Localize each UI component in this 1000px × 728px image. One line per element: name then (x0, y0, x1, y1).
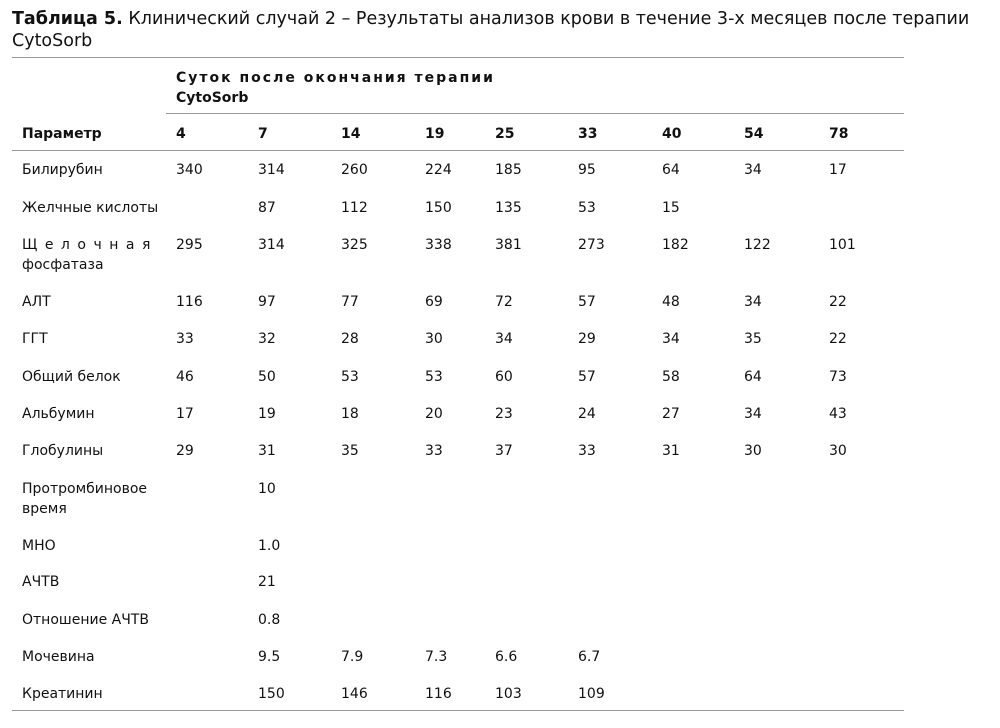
table-cell: 273 (578, 237, 605, 253)
table-cell: 60 (495, 369, 513, 385)
table-top-rule (12, 57, 904, 58)
table-cell: 34 (744, 406, 762, 422)
table-cell: 109 (578, 686, 605, 702)
table-cell: 27 (662, 406, 680, 422)
day-header: 25 (495, 126, 515, 142)
group-header-line1: Суток после окончания терапии (176, 70, 495, 86)
table-cell: 28 (341, 331, 359, 347)
table-cell: 22 (829, 294, 847, 310)
table-cell: 33 (425, 443, 443, 459)
table-cell: 112 (341, 200, 368, 216)
table-cell: 21 (258, 574, 276, 590)
table-cell: 314 (258, 162, 285, 178)
table-cell: 57 (578, 369, 596, 385)
table-cell: 135 (495, 200, 522, 216)
table-cell: 7.9 (341, 649, 364, 665)
row-label-line1: Щелочная (22, 237, 158, 253)
table-cell: 150 (258, 686, 285, 702)
table-cell: 146 (341, 686, 368, 702)
row-label: Общий белок (22, 369, 121, 385)
table-cell: 30 (744, 443, 762, 459)
day-header: 40 (662, 126, 682, 142)
table-cell: 122 (744, 237, 771, 253)
table-cell: 1.0 (258, 538, 281, 554)
table-cell: 29 (578, 331, 596, 347)
row-label (22, 235, 167, 275)
table-cell: 15 (662, 200, 680, 216)
table-cell: 53 (341, 369, 359, 385)
table-cell: 9.5 (258, 649, 281, 665)
table-cell: 64 (662, 162, 680, 178)
row-label: Альбумин (22, 406, 95, 422)
table-cell: 17 (176, 406, 194, 422)
row-label: Глобулины (22, 443, 104, 459)
row-label-line1: Протромбиновое (22, 481, 148, 497)
group-header-line2: CytoSorb (176, 90, 249, 106)
group-header-rule (166, 113, 904, 114)
table-cell: 35 (341, 443, 359, 459)
table-cell: 23 (495, 406, 513, 422)
table-cell: 381 (495, 237, 522, 253)
row-label: Креатинин (22, 686, 103, 702)
day-header: 7 (258, 126, 268, 142)
row-label-line2: время (22, 501, 67, 517)
table-cell: 50 (258, 369, 276, 385)
caption-label: Таблица 5. (12, 9, 123, 29)
param-column-header: Параметр (22, 126, 102, 142)
table-cell: 185 (495, 162, 522, 178)
table-cell: 18 (341, 406, 359, 422)
table-cell: 64 (744, 369, 762, 385)
table-cell: 37 (495, 443, 513, 459)
table-cell: 73 (829, 369, 847, 385)
table-cell: 20 (425, 406, 443, 422)
row-label: Желчные кислоты (22, 200, 159, 216)
table-cell: 34 (744, 294, 762, 310)
table-cell: 34 (662, 331, 680, 347)
row-label: ГГТ (22, 331, 48, 347)
caption-text: Клинический случай 2 – Результаты анализов крови в течение 3-х месяцев после терапии CytoSorb (12, 9, 970, 51)
table-cell: 150 (425, 200, 452, 216)
table-cell: 224 (425, 162, 452, 178)
table-cell: 34 (495, 331, 513, 347)
table-cell: 46 (176, 369, 194, 385)
day-header: 78 (829, 126, 849, 142)
table-cell: 30 (425, 331, 443, 347)
row-label: Билирубин (22, 162, 103, 178)
table-cell: 53 (425, 369, 443, 385)
table-cell: 35 (744, 331, 762, 347)
table-cell: 31 (258, 443, 276, 459)
table-cell: 7.3 (425, 649, 448, 665)
table-cell: 30 (829, 443, 847, 459)
table-cell: 325 (341, 237, 368, 253)
day-header: 4 (176, 126, 186, 142)
table-cell: 10 (258, 481, 276, 497)
table-cell: 101 (829, 237, 856, 253)
table-cell: 53 (578, 200, 596, 216)
table-cell: 77 (341, 294, 359, 310)
table-cell: 48 (662, 294, 680, 310)
table-cell: 33 (578, 443, 596, 459)
row-label: МНО (22, 538, 56, 554)
row-label-line2: фосфатаза (22, 257, 104, 273)
table-cell: 19 (258, 406, 276, 422)
table-cell: 97 (258, 294, 276, 310)
table-cell: 6.6 (495, 649, 518, 665)
table-cell: 33 (176, 331, 194, 347)
table-cell: 34 (744, 162, 762, 178)
table-cell: 314 (258, 237, 285, 253)
table-cell: 338 (425, 237, 452, 253)
table-cell: 182 (662, 237, 689, 253)
table-caption (12, 8, 987, 52)
group-header (176, 68, 506, 108)
table-cell: 103 (495, 686, 522, 702)
table-cell: 24 (578, 406, 596, 422)
day-header: 33 (578, 126, 598, 142)
day-header: 54 (744, 126, 764, 142)
header-bottom-rule (12, 150, 904, 151)
table-cell: 22 (829, 331, 847, 347)
table-cell: 43 (829, 406, 847, 422)
day-header: 19 (425, 126, 445, 142)
table-cell: 31 (662, 443, 680, 459)
table-cell: 57 (578, 294, 596, 310)
table-cell: 29 (176, 443, 194, 459)
table-cell: 69 (425, 294, 443, 310)
row-label: Мочевина (22, 649, 95, 665)
table-cell: 0.8 (258, 612, 281, 628)
row-label: АЛТ (22, 294, 51, 310)
table-cell: 116 (425, 686, 452, 702)
table-cell: 95 (578, 162, 596, 178)
table-cell: 116 (176, 294, 203, 310)
row-label (22, 479, 167, 519)
table-cell: 87 (258, 200, 276, 216)
table-cell: 32 (258, 331, 276, 347)
table-cell: 295 (176, 237, 203, 253)
table-cell: 340 (176, 162, 203, 178)
table-cell: 260 (341, 162, 368, 178)
table-bottom-rule (12, 710, 904, 711)
row-label: Отношение АЧТВ (22, 612, 149, 628)
table-cell: 58 (662, 369, 680, 385)
table-cell: 6.7 (578, 649, 601, 665)
day-header: 14 (341, 126, 361, 142)
table-cell: 72 (495, 294, 513, 310)
row-label: АЧТВ (22, 574, 60, 590)
table-cell: 17 (829, 162, 847, 178)
